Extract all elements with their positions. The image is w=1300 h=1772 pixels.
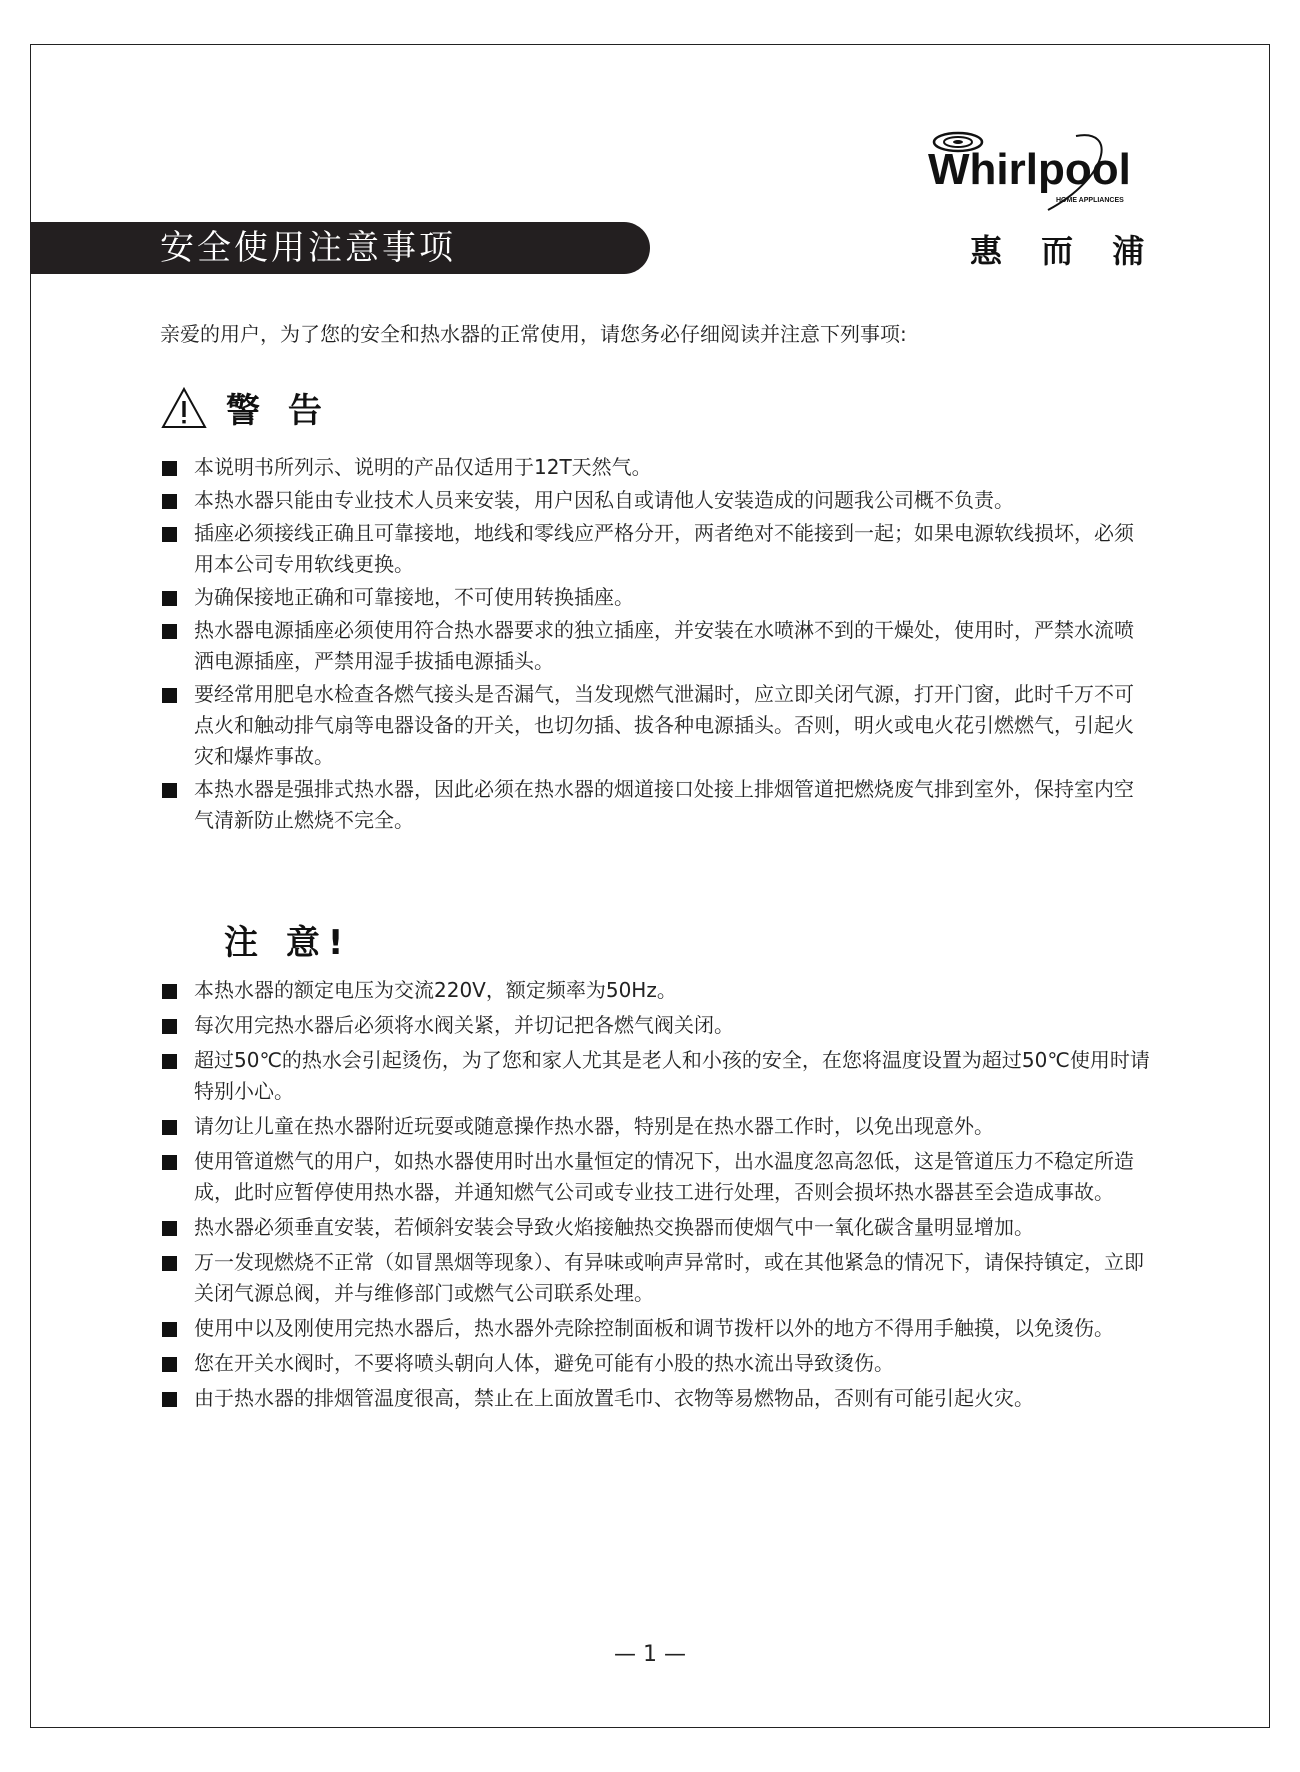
warning-item: 为确保接地正确和可靠接地，不可使用转换插座。	[160, 582, 1150, 613]
warning-item: 本热水器只能由专业技术人员来安装，用户因私自或请他人安装造成的问题我公司概不负责。	[160, 485, 1150, 516]
square-bullet-icon	[162, 984, 177, 999]
square-bullet-icon	[162, 624, 177, 639]
square-bullet-icon	[162, 494, 177, 509]
caution-item: 本热水器的额定电压为交流220V，额定频率为50Hz。	[160, 975, 1150, 1006]
caution-item: 热水器必须垂直安装，若倾斜安装会导致火焰接触热交换器而使烟气中一氧化碳含量明显增加。	[160, 1212, 1150, 1243]
warning-triangle-icon	[160, 386, 208, 430]
caution-list	[160, 975, 1150, 1418]
page-title: 安全使用注意事项	[160, 228, 456, 268]
page-frame	[30, 44, 1270, 1728]
square-bullet-icon	[162, 1256, 177, 1271]
caution-item: 请勿让儿童在热水器附近玩耍或随意操作热水器，特别是在热水器工作时，以免出现意外。	[160, 1111, 1150, 1142]
square-bullet-icon	[162, 688, 177, 703]
square-bullet-icon	[162, 1155, 177, 1170]
square-bullet-icon	[162, 783, 177, 798]
caution-item: 使用中以及刚使用完热水器后，热水器外壳除控制面板和调节拨杆以外的地方不得用手触摸，以免烫伤。	[160, 1313, 1150, 1344]
warning-item: 本热水器是强排式热水器，因此必须在热水器的烟道接口处接上排烟管道把燃烧废气排到室外，保持室内空气清新防止燃烧不完全。	[160, 774, 1150, 836]
caution-heading: 注 意!	[224, 923, 352, 963]
square-bullet-icon	[162, 1357, 177, 1372]
caution-item: 使用管道燃气的用户，如热水器使用时出水量恒定的情况下，出水温度忽高忽低，这是管道压力不稳定所造成，此时应暂停使用热水器，并通知燃气公司或专业技工进行处理，否则会损坏热水器甚至会造成事故。	[160, 1146, 1150, 1208]
square-bullet-icon	[162, 1054, 177, 1069]
square-bullet-icon	[162, 1019, 177, 1034]
warning-item: 插座必须接线正确且可靠接地，地线和零线应严格分开，两者绝对不能接到一起；如果电源软线损坏，必须用本公司专用软线更换。	[160, 518, 1150, 580]
warning-list	[160, 452, 1150, 838]
warning-item: 本说明书所列示、说明的产品仅适用于12T天然气。	[160, 452, 1150, 483]
caution-item: 每次用完热水器后必须将水阀关紧，并切记把各燃气阀关闭。	[160, 1010, 1150, 1041]
square-bullet-icon	[162, 461, 177, 476]
square-bullet-icon	[162, 527, 177, 542]
warning-heading-text: 警 告	[226, 391, 330, 431]
intro-text: 亲爱的用户，为了您的安全和热水器的正常使用，请您务必仔细阅读并注意下列事项:	[160, 322, 907, 346]
warning-item: 热水器电源插座必须使用符合热水器要求的独立插座，并安装在水喷淋不到的干燥处，使用时，严禁水流喷洒电源插座，严禁用湿手拔插电源插头。	[160, 615, 1150, 677]
caution-item: 您在开关水阀时，不要将喷头朝向人体，避免可能有小股的热水流出导致烫伤。	[160, 1348, 1150, 1379]
square-bullet-icon	[162, 1392, 177, 1407]
square-bullet-icon	[162, 1221, 177, 1236]
page-number: — 1 —	[614, 1642, 686, 1667]
title-banner	[30, 222, 650, 274]
whirlpool-logo	[928, 128, 1146, 216]
brand-wordmark: Whirlpool	[928, 145, 1131, 194]
caution-item: 万一发现燃烧不正常（如冒黑烟等现象）、有异味或响声异常时，或在其他紧急的情况下，请保持镇定，立即关闭气源总阀，并与维修部门或燃气公司联系处理。	[160, 1247, 1150, 1309]
warning-item: 要经常用肥皂水检查各燃气接头是否漏气，当发现燃气泄漏时，应立即关闭气源，打开门窗，此时千万不可点火和触动排气扇等电器设备的开关，也切勿插、拔各种电源插头。否则，明火或电火花引燃燃气，引起火灾和爆炸事故。	[160, 679, 1150, 772]
caution-item: 超过50℃的热水会引起烫伤，为了您和家人尤其是老人和小孩的安全，在您将温度设置为超过50℃使用时请特别小心。	[160, 1045, 1150, 1107]
caution-item: 由于热水器的排烟管温度很高，禁止在上面放置毛巾、衣物等易燃物品，否则有可能引起火灾。	[160, 1383, 1150, 1414]
square-bullet-icon	[162, 1120, 177, 1135]
square-bullet-icon	[162, 1322, 177, 1337]
square-bullet-icon	[162, 591, 177, 606]
brand-chinese-name: 惠 而 浦	[970, 232, 1159, 270]
warning-heading	[160, 383, 330, 432]
brand-tagline: HOME APPLIANCES	[1056, 197, 1124, 204]
